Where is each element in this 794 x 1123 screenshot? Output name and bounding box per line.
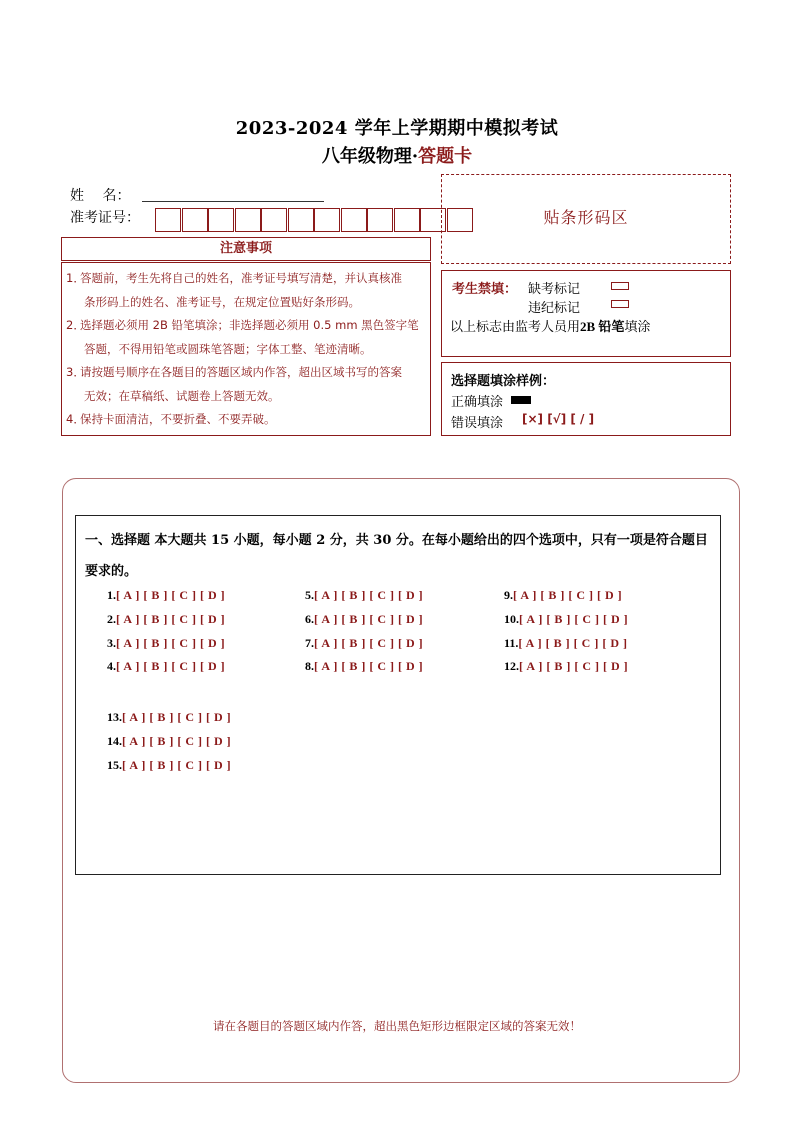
note-bold: 2B 铅笔	[580, 319, 625, 334]
id-digit-box[interactable]	[208, 208, 234, 232]
name-field[interactable]	[142, 200, 324, 202]
notice-item-3-cont: 无效；在草稿纸、试题卷上答题无效。	[84, 388, 280, 403]
answer-options[interactable]: [ A ] [ B ] [ C ] [ D ]	[122, 734, 232, 748]
answer-options[interactable]: [ A ] [ B ] [ C ] [ D ]	[519, 612, 629, 626]
correct-fill-label: 正确填涂	[451, 395, 504, 410]
absent-mark-box[interactable]	[611, 282, 629, 290]
answer-options[interactable]: [ A ] [ B ] [ C ] [ D ]	[314, 659, 424, 673]
question-number: 8.	[305, 659, 314, 673]
question-item	[107, 588, 225, 603]
section-heading: 一、选择题 本大题共 15 小题，每小题 2 分，共 30 分。在每小题给出的四个选项中，只有一项是符合题目要求的。	[85, 533, 708, 579]
question-number: 13.	[107, 710, 122, 724]
subtitle-main: 八年级物理·	[321, 146, 419, 167]
id-digit-box[interactable]	[341, 208, 367, 232]
notice-item-2	[66, 314, 424, 338]
wrong-fill-samples: [×] [√] [ / ]	[522, 412, 595, 426]
question-item	[107, 612, 225, 627]
notice-num: 2．	[66, 318, 85, 332]
question-number: 14.	[107, 734, 122, 748]
question-number: 2.	[107, 612, 116, 626]
exam-title: 2023-2024 学年上学期期中模拟考试	[235, 118, 559, 139]
answer-options[interactable]: [ A ] [ B ] [ C ] [ D ]	[116, 636, 226, 650]
note-suffix: 填涂	[624, 320, 651, 335]
answer-options[interactable]: [ A ] [ B ] [ C ] [ D ]	[116, 612, 226, 626]
notice-num: 1．	[66, 271, 85, 285]
answer-options[interactable]: [ A ] [ B ] [ C ] [ D ]	[518, 636, 628, 650]
forbidden-label: 考生禁填：	[452, 282, 518, 297]
question-item	[107, 636, 225, 651]
id-label: 准考证号：	[70, 210, 140, 226]
question-number: 10.	[504, 612, 519, 626]
question-item	[305, 636, 423, 651]
question-number: 12.	[504, 659, 519, 673]
forbidden-note	[450, 316, 650, 335]
id-digit-box[interactable]	[261, 208, 287, 232]
question-item	[305, 588, 423, 603]
question-item	[107, 659, 225, 674]
question-number: 4.	[107, 659, 116, 673]
notice-item-2-cont: 答题，不得用铅笔或圆珠笔答题；字体工整、笔迹清晰。	[84, 341, 372, 356]
notice-item-3	[66, 361, 424, 385]
notice-text: 答题前，考生先将自己的姓名，准考证号填写清楚，并认真核准	[80, 271, 402, 285]
question-number: 7.	[305, 636, 314, 650]
question-item	[504, 636, 628, 651]
violation-mark-box[interactable]	[611, 300, 629, 308]
notice-text: 请按题号顺序在各题目的答题区域内作答，超出区域书写的答案	[80, 365, 402, 379]
fill-example-label: 选择题填涂样例：	[451, 374, 556, 389]
wrong-fill-label: 错误填涂	[451, 416, 504, 431]
correct-fill-sample	[511, 396, 531, 404]
id-digit-box[interactable]	[155, 208, 181, 232]
violation-mark-label: 违纪标记	[528, 301, 581, 316]
id-digit-box[interactable]	[235, 208, 261, 232]
question-item	[504, 612, 628, 627]
notice-num: 3．	[66, 365, 85, 379]
answer-options[interactable]: [ A ] [ B ] [ C ] [ D ]	[122, 710, 232, 724]
subtitle-accent: 答题卡	[418, 146, 473, 167]
question-number: 6.	[305, 612, 314, 626]
exam-subtitle	[0, 142, 794, 168]
answer-options[interactable]: [ A ] [ B ] [ C ] [ D ]	[314, 636, 424, 650]
notice-item-1-cont: 条形码上的姓名、准考证号，在规定位置贴好条形码。	[84, 294, 360, 309]
absent-mark-label: 缺考标记	[528, 282, 581, 297]
notice-item-4	[66, 408, 424, 432]
question-number: 11.	[504, 636, 519, 650]
notice-box	[61, 262, 431, 436]
question-number: 9.	[504, 588, 513, 602]
barcode-label: 贴条形码区	[543, 208, 629, 227]
question-item	[107, 734, 231, 749]
notice-text: 保持卡面清洁，不要折叠、不要弄破。	[80, 412, 276, 426]
question-item	[504, 659, 628, 674]
answer-options[interactable]: [ A ] [ B ] [ C ] [ D ]	[314, 588, 424, 602]
question-number: 5.	[305, 588, 314, 602]
notice-item-1	[66, 267, 424, 291]
id-digit-box[interactable]	[367, 208, 393, 232]
answer-options[interactable]: [ A ] [ B ] [ C ] [ D ]	[513, 588, 623, 602]
note-prefix: 以上标志由监考人员用	[450, 320, 581, 335]
name-label: 姓 名：	[70, 188, 131, 204]
question-number: 3.	[107, 636, 116, 650]
footer-warning: 请在各题目的答题区域内作答，超出黑色矩形边框限定区域的答案无效！	[213, 1019, 581, 1033]
answer-options[interactable]: [ A ] [ B ] [ C ] [ D ]	[116, 659, 226, 673]
question-item	[305, 659, 423, 674]
notice-text: 选择题必须用 2B 铅笔填涂；非选择题必须用 0.5 mm 黑色签字笔	[80, 318, 419, 332]
notice-title: 注意事项	[61, 237, 431, 261]
question-item	[107, 710, 231, 725]
question-item	[504, 588, 622, 603]
question-item	[305, 612, 423, 627]
answer-options[interactable]: [ A ] [ B ] [ C ] [ D ]	[314, 612, 424, 626]
question-item	[107, 758, 231, 773]
id-digit-box[interactable]	[394, 208, 420, 232]
id-digit-box[interactable]	[288, 208, 314, 232]
answer-options[interactable]: [ A ] [ B ] [ C ] [ D ]	[116, 588, 226, 602]
question-number: 1.	[107, 588, 116, 602]
answer-options[interactable]: [ A ] [ B ] [ C ] [ D ]	[519, 659, 629, 673]
answer-options[interactable]: [ A ] [ B ] [ C ] [ D ]	[122, 758, 232, 772]
id-digit-box[interactable]	[182, 208, 208, 232]
id-digit-box[interactable]	[314, 208, 340, 232]
question-number: 15.	[107, 758, 122, 772]
notice-num: 4．	[66, 412, 85, 426]
